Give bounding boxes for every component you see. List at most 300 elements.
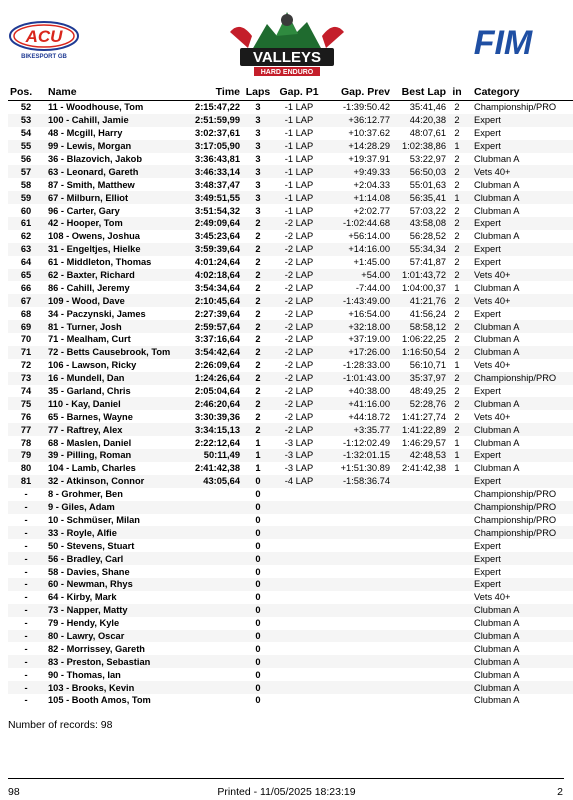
cell-in: 2 <box>446 269 468 282</box>
cell-name: 68 - Maslen, Daniel <box>48 437 132 448</box>
cell-laps: 0 <box>240 655 276 668</box>
cell-time: 3:48:37,47 <box>195 179 240 190</box>
cell-time: 3:46:33,14 <box>184 165 240 178</box>
cell-name: 32 - Atkinson, Connor <box>44 475 184 488</box>
cell-name: 39 - Pilling, Roman <box>44 449 184 462</box>
table-row <box>8 281 573 294</box>
cell-name: 42 - Hooper, Tom <box>44 217 184 230</box>
cell-in: 2 <box>454 231 460 242</box>
table-row <box>8 333 573 346</box>
cell-gap-prev <box>322 655 390 668</box>
cell-in <box>446 630 468 643</box>
cell-laps: 0 <box>255 514 261 525</box>
cell-best-lap <box>390 642 446 655</box>
cell-best-lap: 2:41:42,38 <box>402 463 446 474</box>
cell-time: 4:01:24,64 <box>195 257 240 268</box>
cell-pos: - <box>24 592 28 603</box>
cell-category: Vets 40+ <box>468 294 573 307</box>
cell-gap-p1: -2 LAP <box>284 282 314 293</box>
cell-time: 2:10:45,64 <box>184 294 240 307</box>
table-row <box>8 501 573 514</box>
cell-name: 73 - Napper, Matty <box>44 604 184 617</box>
cell-name: 110 - Kay, Daniel <box>44 397 184 410</box>
cell-gap-prev: +10:37.62 <box>348 128 390 139</box>
cell-time: 3:02:37,61 <box>195 128 240 139</box>
cell-gap-p1 <box>276 526 322 539</box>
cell-name: 58 - Davies, Shane <box>48 566 130 577</box>
footer-page-number: 2 <box>557 786 563 798</box>
table-row <box>8 127 573 140</box>
table-row <box>8 307 573 320</box>
cell-time <box>184 617 240 630</box>
cell-pos: 71 <box>8 346 44 359</box>
cell-time <box>184 526 240 539</box>
cell-gap-prev: +1:14.08 <box>322 191 390 204</box>
cell-best-lap: 55:34,34 <box>390 243 446 256</box>
cell-category: Expert <box>468 552 573 565</box>
cell-pos: - <box>24 540 28 551</box>
cell-pos: 60 <box>20 205 32 216</box>
records-count: Number of records: 98 <box>8 719 113 731</box>
cell-laps: 0 <box>255 695 261 706</box>
cell-gap-prev: +14:28.29 <box>322 140 390 153</box>
cell-gap-prev: -7:44.00 <box>355 282 390 293</box>
cell-pos: - <box>24 489 28 500</box>
cell-laps: 2 <box>255 308 261 319</box>
cell-gap-p1: -2 LAP <box>284 231 314 242</box>
cell-laps: 0 <box>240 475 276 488</box>
table-row <box>8 140 573 153</box>
table-row <box>8 153 573 166</box>
cell-category: Clubman A <box>474 154 520 164</box>
cell-pos: - <box>8 552 44 565</box>
cell-best-lap: 1:04:00,37 <box>402 282 446 293</box>
cell-name: 83 - Preston, Sebastian <box>44 655 184 668</box>
cell-gap-prev <box>322 694 390 707</box>
cell-category: Expert <box>468 578 573 591</box>
cell-in <box>446 539 468 552</box>
cell-category: Vets 40+ <box>474 360 511 371</box>
cell-time: 3:30:39,36 <box>195 411 240 422</box>
cell-pos: 76 <box>20 411 32 422</box>
cell-name: 80 - Lawry, Oscar <box>44 630 184 643</box>
col-best-lap-header: Best Lap <box>390 84 446 101</box>
cell-gap-prev: +2:02.77 <box>353 205 390 216</box>
cell-in: 2 <box>454 334 460 345</box>
cell-time: 3:59:39,64 <box>184 243 240 256</box>
col-category-header: Category <box>468 84 573 101</box>
cell-category: Championship/PRO <box>468 372 573 385</box>
cell-time <box>184 694 240 707</box>
cell-gap-p1: -4 LAP <box>276 475 322 488</box>
cell-name: 33 - Royle, Alfie <box>44 526 184 539</box>
cell-best-lap <box>390 526 446 539</box>
cell-gap-p1 <box>276 668 322 681</box>
cell-in: 2 <box>446 294 468 307</box>
cell-laps: 3 <box>255 205 261 216</box>
cell-time: 2:05:04,64 <box>195 386 240 397</box>
cell-laps: 0 <box>255 618 261 629</box>
cell-in: 2 <box>446 243 468 256</box>
cell-in <box>446 668 468 681</box>
cell-in: 2 <box>454 308 460 319</box>
cell-in: 1 <box>454 360 460 371</box>
cell-name: 77 - Raftrey, Alex <box>44 423 184 436</box>
cell-best-lap: 1:41:27,74 <box>402 411 446 422</box>
cell-in: 2 <box>446 320 468 333</box>
cell-pos: 77 <box>8 423 44 436</box>
cell-name: 67 - Milburn, Elliot <box>44 191 184 204</box>
cell-best-lap <box>390 475 446 488</box>
cell-time <box>184 514 240 527</box>
cell-time <box>184 668 240 681</box>
cell-category: Clubman A <box>468 681 573 694</box>
cell-in <box>446 617 468 630</box>
cell-best-lap: 48:49,25 <box>409 386 446 397</box>
cell-category: Clubman A <box>474 334 520 345</box>
cell-gap-p1: -2 LAP <box>284 308 314 319</box>
cell-gap-prev: -1:58:36.74 <box>322 475 390 488</box>
cell-gap-prev: +2:04.33 <box>353 179 390 190</box>
cell-name: 56 - Bradley, Carl <box>44 552 184 565</box>
cell-in: 2 <box>454 411 460 422</box>
col-time-header: Time <box>184 84 240 101</box>
cell-gap-p1: -2 LAP <box>284 360 314 371</box>
cell-gap-p1 <box>276 488 322 501</box>
cell-time: 43:05,64 <box>184 475 240 488</box>
cell-gap-prev: +1:51:30.89 <box>340 463 390 474</box>
cell-name: 99 - Lewis, Morgan <box>44 140 184 153</box>
table-row <box>8 578 573 591</box>
table-row <box>8 539 573 552</box>
cell-gap-p1 <box>276 552 322 565</box>
valleys-logo-text: VALLEYS <box>252 49 322 66</box>
cell-pos: - <box>8 578 44 591</box>
cell-gap-prev: -1:02:44.68 <box>322 217 390 230</box>
cell-pos: - <box>8 501 44 514</box>
cell-gap-prev: -1:32:01.15 <box>322 449 390 462</box>
cell-category: Championship/PRO <box>474 514 557 525</box>
cell-laps: 0 <box>240 681 276 694</box>
cell-best-lap <box>390 514 446 527</box>
cell-category: Clubman A <box>474 437 520 448</box>
cell-gap-p1 <box>276 514 322 527</box>
cell-name: 63 - Leonard, Gareth <box>44 165 184 178</box>
cell-gap-p1: -2 LAP <box>284 386 314 397</box>
table-row <box>8 410 573 423</box>
cell-gap-prev <box>322 526 390 539</box>
table-row <box>8 514 573 527</box>
cell-best-lap <box>390 681 446 694</box>
table-row <box>8 617 573 630</box>
cell-gap-prev <box>322 539 390 552</box>
cell-category: Expert <box>474 128 501 139</box>
cell-name: 100 - Cahill, Jamie <box>44 114 184 127</box>
cell-best-lap: 41:56,24 <box>409 308 446 319</box>
cell-gap-p1: -1 LAP <box>284 179 314 190</box>
cell-time: 3:34:15,13 <box>184 423 240 436</box>
cell-in: 2 <box>446 423 468 436</box>
cell-category: Championship/PRO <box>474 489 557 500</box>
table-row <box>8 630 573 643</box>
cell-in <box>446 526 468 539</box>
cell-name: 87 - Smith, Matthew <box>48 179 135 190</box>
cell-name: 61 - Middleton, Thomas <box>48 257 152 268</box>
cell-time: 3:51:54,32 <box>195 205 240 216</box>
cell-time <box>184 565 240 578</box>
cell-name: 109 - Wood, Dave <box>44 294 184 307</box>
cell-best-lap: 1:02:38,86 <box>390 140 446 153</box>
cell-category: Expert <box>468 243 573 256</box>
cell-laps: 2 <box>240 243 276 256</box>
cell-in: 2 <box>454 179 460 190</box>
cell-best-lap <box>390 591 446 604</box>
table-row <box>8 385 573 398</box>
cell-in <box>446 591 468 604</box>
cell-pos: 73 <box>8 372 44 385</box>
cell-gap-prev: +19:37.91 <box>348 154 390 164</box>
cell-name: 10 - Schmüser, Milan <box>48 514 140 525</box>
cell-pos: 65 <box>8 269 44 282</box>
cell-laps: 2 <box>240 397 276 410</box>
cell-best-lap: 56:35,41 <box>390 191 446 204</box>
cell-gap-prev <box>322 514 390 527</box>
cell-best-lap <box>390 655 446 668</box>
cell-laps: 1 <box>240 449 276 462</box>
cell-laps: 3 <box>240 114 276 127</box>
cell-gap-p1: -1 LAP <box>276 191 322 204</box>
cell-time <box>184 655 240 668</box>
cell-in: 2 <box>454 102 460 113</box>
cell-gap-prev: +14:16.00 <box>322 243 390 256</box>
cell-gap-prev: -1:39:50.42 <box>342 102 390 113</box>
cell-in: 2 <box>446 165 468 178</box>
cell-gap-p1 <box>276 578 322 591</box>
cell-name: 81 - Turner, Josh <box>44 320 184 333</box>
cell-time: 2:27:39,64 <box>195 308 240 319</box>
cell-pos: 70 <box>20 334 32 345</box>
cell-time: 2:22:12,64 <box>195 437 240 448</box>
cell-laps: 2 <box>255 386 261 397</box>
cell-name: 50 - Stevens, Stuart <box>48 540 135 551</box>
cell-category: Clubman A <box>474 669 520 680</box>
cell-best-lap: 35:37,97 <box>390 372 446 385</box>
cell-pos: 72 <box>20 360 32 371</box>
cell-name: 64 - Kirby, Mark <box>48 592 117 603</box>
cell-gap-p1: -2 LAP <box>276 243 322 256</box>
cell-category: Vets 40+ <box>468 269 573 282</box>
cell-laps: 1 <box>255 437 261 448</box>
cell-laps: 3 <box>240 191 276 204</box>
table-row <box>8 372 573 385</box>
cell-in: 1 <box>446 449 468 462</box>
cell-gap-prev: +56:14.00 <box>348 231 390 242</box>
table-row <box>8 191 573 204</box>
cell-gap-p1 <box>276 694 322 707</box>
cell-laps: 0 <box>240 604 276 617</box>
fim-logo-text: FIM <box>473 24 533 60</box>
cell-best-lap <box>390 552 446 565</box>
cell-best-lap <box>390 578 446 591</box>
cell-laps: 2 <box>255 282 261 293</box>
cell-gap-prev: +44:18.72 <box>348 411 390 422</box>
cell-name: 11 - Woodhouse, Tom <box>48 102 144 113</box>
cell-gap-p1: -3 LAP <box>284 463 314 474</box>
cell-gap-prev <box>322 552 390 565</box>
cell-pos: - <box>8 526 44 539</box>
cell-gap-p1: -3 LAP <box>276 449 322 462</box>
table-row <box>8 681 573 694</box>
cell-category: Expert <box>468 140 573 153</box>
table-header-row <box>8 84 573 101</box>
cell-laps: 0 <box>255 566 261 577</box>
cell-best-lap: 1:46:29,57 <box>402 437 446 448</box>
table-row <box>8 359 573 372</box>
cell-gap-p1: -2 LAP <box>284 334 314 345</box>
table-row <box>8 178 573 191</box>
cell-time <box>184 552 240 565</box>
cell-category: Clubman A <box>468 630 573 643</box>
cell-gap-prev <box>322 604 390 617</box>
cell-pos: 55 <box>8 140 44 153</box>
cell-time: 2:51:59,99 <box>184 114 240 127</box>
cell-best-lap: 57:03,22 <box>409 205 446 216</box>
cell-category: Vets 40+ <box>468 165 573 178</box>
cell-best-lap: 52:28,76 <box>390 397 446 410</box>
cell-best-lap: 53:22,97 <box>409 154 446 164</box>
cell-in <box>446 514 468 527</box>
cell-time <box>184 604 240 617</box>
cell-pos: 58 <box>20 179 32 190</box>
cell-name: 104 - Lamb, Charles <box>48 463 136 474</box>
cell-name: 8 - Grohmer, Ben <box>48 489 123 500</box>
cell-best-lap: 57:41,87 <box>409 257 446 268</box>
table-row <box>8 346 573 359</box>
cell-category: Clubman A <box>468 320 573 333</box>
cell-name: 96 - Carter, Gary <box>48 205 120 216</box>
cell-in <box>446 604 468 617</box>
cell-pos: 81 <box>8 475 44 488</box>
cell-gap-prev: +32:18.00 <box>322 320 390 333</box>
table-row <box>8 230 573 243</box>
cell-gap-prev: +54.00 <box>322 269 390 282</box>
cell-time: 3:45:23,64 <box>195 231 240 242</box>
cell-gap-p1: -1 LAP <box>284 154 314 164</box>
cell-name: 36 - Blazovich, Jakob <box>48 154 143 164</box>
cell-in <box>446 565 468 578</box>
cell-in <box>446 578 468 591</box>
cell-category: Vets 40+ <box>474 411 511 422</box>
col-name-header: Name <box>44 84 184 101</box>
cell-time: 3:54:42,64 <box>184 346 240 359</box>
cell-gap-p1 <box>276 617 322 630</box>
cell-gap-p1: -2 LAP <box>276 217 322 230</box>
cell-pos: 79 <box>8 449 44 462</box>
table-row <box>8 655 573 668</box>
cell-laps: 2 <box>255 231 261 242</box>
cell-gap-p1: -2 LAP <box>276 423 322 436</box>
cell-pos: 64 <box>20 257 32 268</box>
cell-category: Clubman A <box>474 463 520 474</box>
cell-pos: - <box>24 514 28 525</box>
cell-laps: 0 <box>240 526 276 539</box>
cell-pos: - <box>8 655 44 668</box>
cell-laps: 2 <box>240 346 276 359</box>
cell-laps: 0 <box>255 669 261 680</box>
table-row <box>8 526 573 539</box>
cell-category: Clubman A <box>474 179 520 190</box>
cell-pos: 67 <box>8 294 44 307</box>
col-in-header: in <box>446 84 468 101</box>
cell-in <box>446 488 468 501</box>
table-row <box>8 397 573 410</box>
cell-pos: 78 <box>20 437 32 448</box>
cell-best-lap <box>390 630 446 643</box>
cell-gap-prev: +3:35.77 <box>322 423 390 436</box>
footer-printed: Printed - 11/05/2025 18:23:19 <box>217 786 356 798</box>
cell-in: 2 <box>446 346 468 359</box>
cell-time: 3:37:16,64 <box>195 334 240 345</box>
cell-best-lap <box>390 694 446 707</box>
cell-category: Clubman A <box>474 643 520 654</box>
cell-category: Clubman A <box>468 655 573 668</box>
cell-gap-p1: -3 LAP <box>284 437 314 448</box>
cell-pos: - <box>24 643 28 654</box>
cell-gap-prev <box>322 591 390 604</box>
fim-logo-icon <box>458 22 548 60</box>
cell-gap-prev <box>322 501 390 514</box>
cell-category: Expert <box>474 308 501 319</box>
cell-in: 1 <box>454 437 460 448</box>
cell-in: 1 <box>446 191 468 204</box>
cell-time: 2:41:42,38 <box>195 463 240 474</box>
cell-category: Clubman A <box>468 191 573 204</box>
valleys-hard-enduro-logo-icon <box>222 2 352 82</box>
cell-name: 90 - Thomas, Ian <box>48 669 121 680</box>
cell-category: Expert <box>474 540 501 551</box>
cell-best-lap: 58:58,12 <box>390 320 446 333</box>
col-gap-p1-header: Gap. P1 <box>276 84 322 101</box>
cell-laps: 0 <box>240 552 276 565</box>
cell-gap-prev: +17:26.00 <box>322 346 390 359</box>
cell-in: 2 <box>454 154 460 164</box>
cell-name: 86 - Cahill, Jeremy <box>48 282 130 293</box>
cell-pos: 68 <box>20 308 32 319</box>
cell-gap-prev <box>322 668 390 681</box>
cell-time <box>184 681 240 694</box>
cell-gap-p1: -2 LAP <box>284 257 314 268</box>
col-laps-header: Laps <box>240 84 276 101</box>
cell-in <box>446 475 468 488</box>
cell-gap-p1: -2 LAP <box>276 397 322 410</box>
table-row <box>8 668 573 681</box>
cell-gap-prev: -1:01:43.00 <box>322 372 390 385</box>
cell-category: Expert <box>474 566 501 577</box>
cell-best-lap: 48:07,61 <box>409 128 446 139</box>
table-row <box>8 114 573 127</box>
cell-best-lap <box>390 668 446 681</box>
cell-gap-prev: +41:16.00 <box>322 397 390 410</box>
cell-time: 4:02:18,64 <box>184 269 240 282</box>
cell-category: Clubman A <box>468 423 573 436</box>
cell-pos: - <box>24 618 28 629</box>
cell-name: 71 - Mealham, Curt <box>48 334 131 345</box>
cell-laps: 1 <box>255 463 261 474</box>
cell-laps: 2 <box>255 334 261 345</box>
cell-gap-p1: -2 LAP <box>284 411 314 422</box>
cell-gap-p1 <box>276 655 322 668</box>
cell-name: 103 - Brooks, Kevin <box>44 681 184 694</box>
